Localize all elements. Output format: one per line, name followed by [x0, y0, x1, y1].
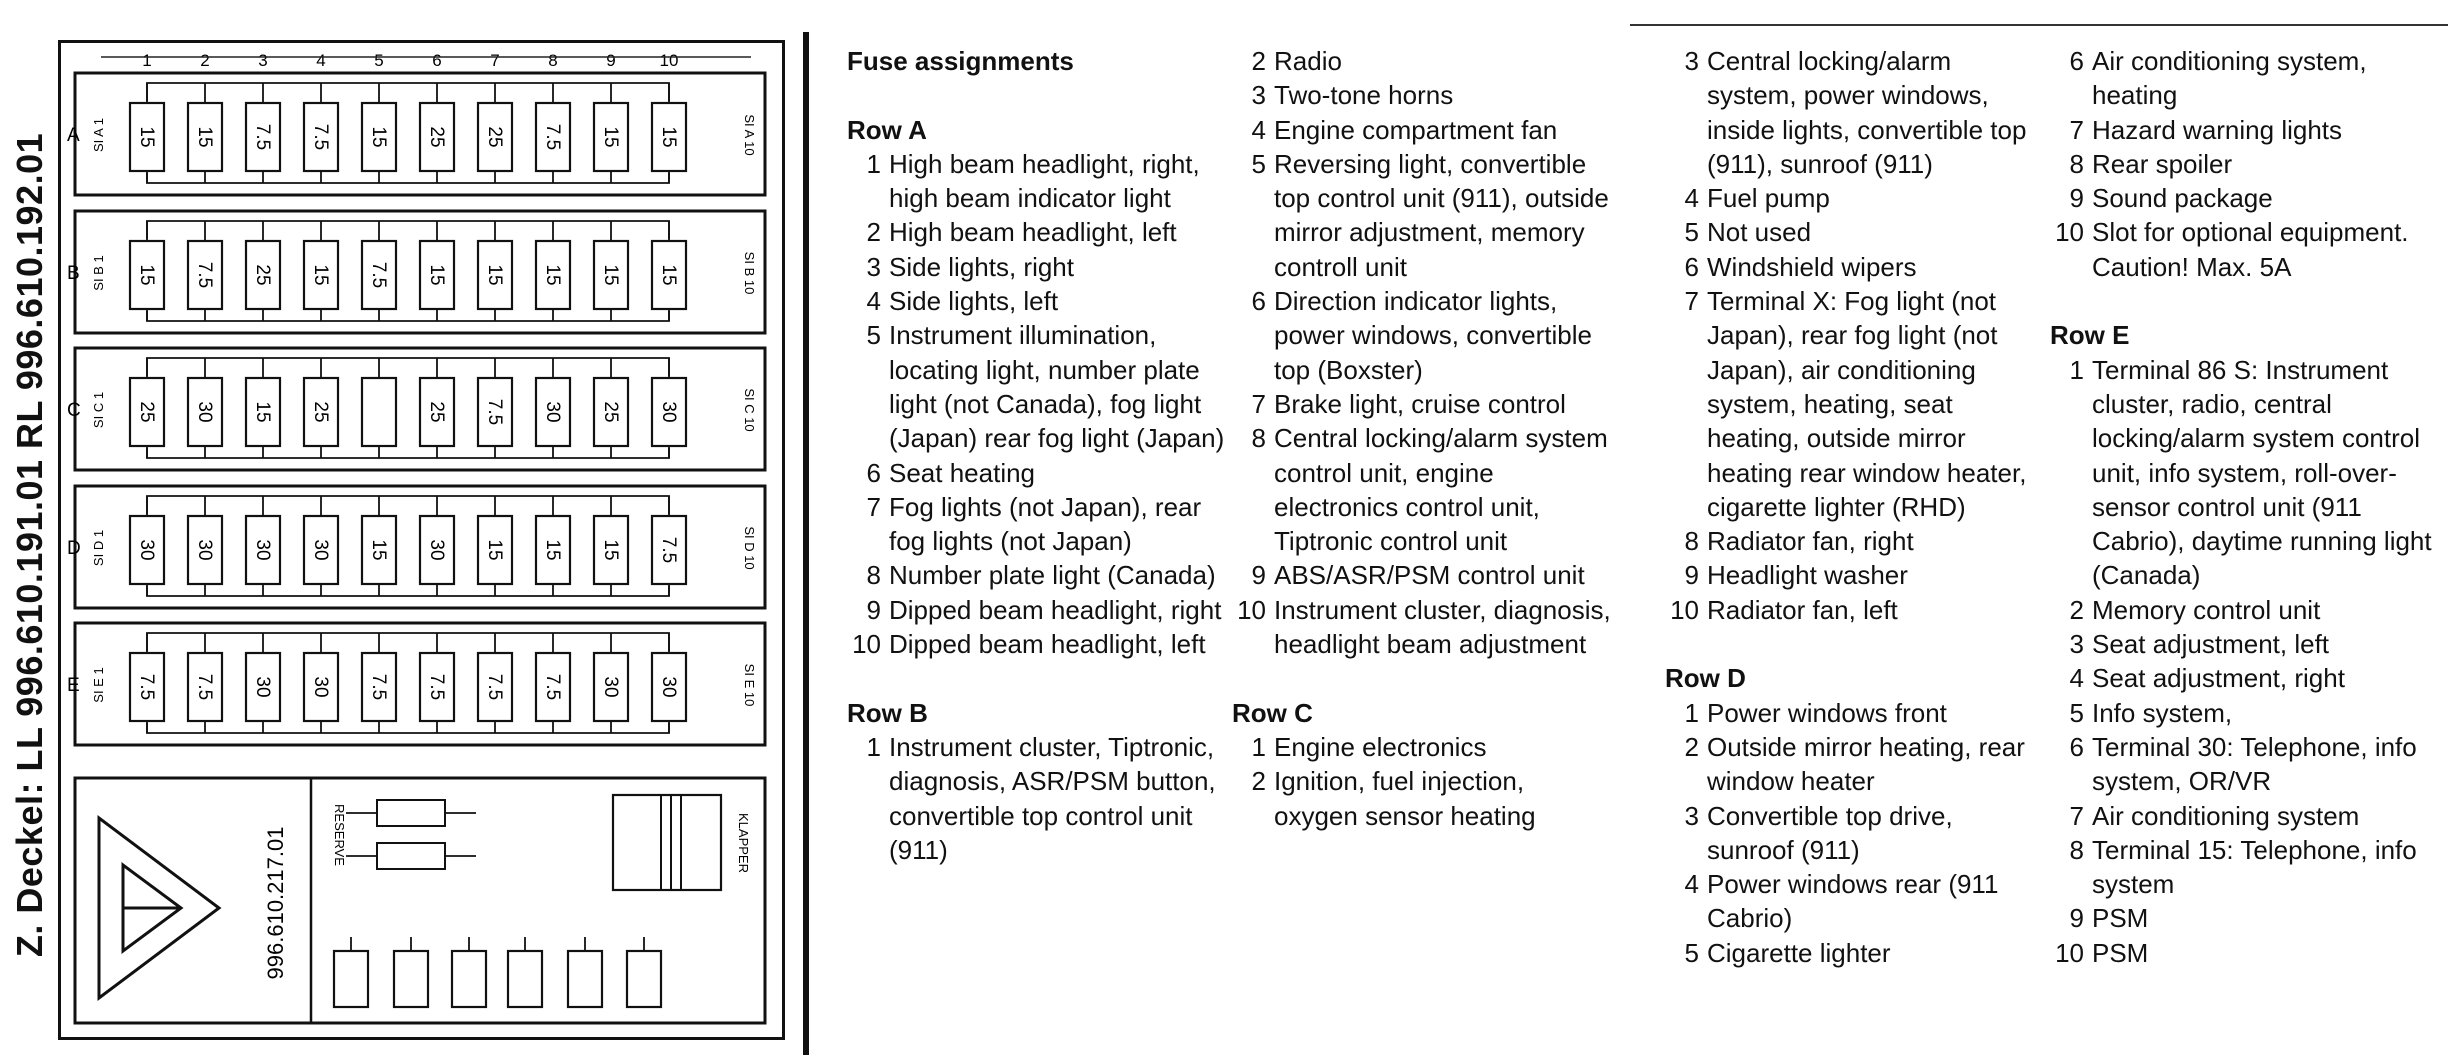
legend-item-number: 5	[2069, 697, 2084, 728]
legend-item	[1232, 764, 1612, 833]
legend-item	[847, 730, 1227, 867]
legend-item-number: 10	[1670, 594, 1699, 625]
legend-item	[1665, 799, 2045, 868]
reserve-slot	[568, 951, 602, 1007]
legend-item-number: 5	[1251, 148, 1266, 179]
top-rule	[1630, 24, 2448, 26]
legend-item-text: ABS/ASR/PSM control unit	[1274, 560, 1585, 591]
fuse-rating: 25	[426, 401, 447, 423]
legend-item	[847, 250, 1227, 284]
legend-item	[847, 456, 1227, 490]
legend-item-number: 7	[1684, 286, 1699, 317]
bus-bar-top	[147, 221, 669, 239]
legend-item	[1232, 730, 1612, 764]
legend-item-number: 10	[852, 629, 881, 660]
fuse-rating: 25	[600, 401, 621, 423]
bus-bar-top	[147, 496, 669, 514]
row-c-list-part-2	[1665, 44, 2045, 627]
legend-item-text: PSM	[2092, 903, 2149, 934]
row-e-heading: Row E	[2050, 320, 2130, 351]
legend-column-3	[1665, 44, 2045, 970]
reserve-slot	[452, 951, 486, 1007]
legend-item-number: 10	[1237, 594, 1266, 625]
legend-item	[2050, 833, 2448, 902]
column-number: 7	[490, 51, 500, 70]
fuse-rating: 30	[194, 539, 215, 561]
legend-item	[1232, 147, 1612, 284]
legend-item-text: Hazard warning lights	[2092, 114, 2343, 145]
fuse-rating: 25	[484, 126, 505, 148]
legend-item-text: Windshield wipers	[1707, 251, 1917, 282]
legend-item-text: Fog lights (not Japan), rear fog lights (not Japan)	[889, 491, 1202, 557]
klapper-label: KLAPPER	[736, 813, 751, 873]
legend-item-number: 4	[1251, 114, 1266, 145]
legend-item-text: Slot for optional equipment. Caution! Max. 5A	[2092, 217, 2409, 282]
fuse-rating: 15	[600, 264, 621, 286]
legend-item	[1665, 215, 2045, 249]
legend-item-number: 2	[866, 217, 881, 248]
legend-item	[2050, 901, 2448, 935]
legend-item-number: 9	[1684, 560, 1699, 591]
legend-item-number: 2	[2069, 594, 2084, 625]
column-number: 3	[258, 51, 268, 70]
legend-item	[2050, 936, 2448, 970]
legend-item-number: 3	[1251, 80, 1266, 111]
row-c-heading: Row C	[1232, 697, 1313, 728]
legend-item-number: 4	[2069, 663, 2084, 694]
legend-item	[1665, 44, 2045, 181]
legend-item-number: 8	[2069, 834, 2084, 865]
legend-item	[1232, 113, 1612, 147]
legend-item	[2050, 44, 2448, 113]
legend-item-number: 3	[1684, 46, 1699, 76]
reserve-slot	[627, 951, 661, 1007]
legend-item-text: Radio	[1274, 46, 1342, 76]
legend-item-number: 6	[866, 457, 881, 488]
legend-item-text: Central locking/alarm system control unit, engine electronics control unit, Tiptronic control unit	[1274, 423, 1608, 557]
row-b-heading: Row B	[847, 697, 928, 728]
fuse-rating: 30	[542, 401, 563, 423]
legend-item	[1232, 387, 1612, 421]
fuse-rating: 15	[310, 264, 331, 286]
legend-item-text: Instrument illumination, locating light, number plate light (not Canada), fog light (Japan) rear fog light (Japan)	[889, 320, 1225, 454]
legend-item	[1232, 44, 1612, 78]
legend-item-text: Power windows rear (911 Cabrio)	[1707, 869, 1999, 934]
legend-item	[847, 215, 1227, 249]
legend-item	[2050, 799, 2448, 833]
legend-item-number: 7	[866, 491, 881, 522]
legend-item-number: 5	[1684, 937, 1699, 968]
fuse-rating: 7.5	[542, 123, 563, 151]
bus-bar-bottom	[147, 586, 669, 596]
fuse-rating: 7.5	[426, 673, 447, 701]
fuse-rating: 7.5	[368, 261, 389, 289]
bus-bar-top	[147, 358, 669, 376]
legend-item-number: 8	[1684, 526, 1699, 557]
column-number: 10	[659, 51, 679, 70]
legend-item-number: 1	[1684, 697, 1699, 728]
fuse-rating: 7.5	[658, 536, 679, 564]
fuse-rating: 25	[252, 264, 273, 286]
fuse-box-diagram	[58, 40, 785, 1040]
relay-block	[613, 795, 721, 890]
bus-bar-bottom	[147, 448, 669, 458]
legend-item	[847, 318, 1227, 455]
legend-item-text: Dipped beam headlight, left	[889, 629, 1206, 660]
fuse-rating: 30	[252, 539, 273, 561]
row-letter: E	[67, 675, 80, 696]
row-c-list-part-1	[1232, 730, 1612, 833]
legend-item-number: 10	[2055, 217, 2084, 248]
row-letter: D	[67, 538, 81, 559]
legend-item-text: Rear spoiler	[2092, 148, 2233, 179]
legend-item-text: Reversing light, convertible top control unit (911), outside mirror adjustment, memory controll unit	[1274, 148, 1609, 282]
legend-item	[2050, 215, 2448, 284]
fuse-rating: 30	[658, 401, 679, 423]
row-b-list-part-2	[1232, 44, 1612, 661]
fuse-rating: 7.5	[542, 673, 563, 701]
row-d-list-part-2	[2050, 44, 2448, 284]
column-number: 6	[432, 51, 442, 70]
row-a-list	[847, 147, 1227, 661]
fuse-box-svg	[61, 43, 782, 1037]
legend-item-text: Headlight washer	[1707, 560, 1908, 591]
legend-item-number: 9	[866, 594, 881, 625]
legend-item-text: Convertible top drive, sunroof (911)	[1707, 800, 1953, 865]
reserve-label: RESERVE	[332, 804, 347, 866]
legend-item-text: Power windows front	[1707, 697, 1947, 728]
fuse-rating: 30	[310, 676, 331, 698]
row-end-label: SI D 10	[742, 526, 757, 570]
legend-item-number: 10	[2055, 937, 2084, 968]
column-number: 2	[200, 51, 210, 70]
row-d-list-part-1	[1665, 696, 2045, 970]
fuse-rating: 15	[136, 264, 157, 286]
fuse-rating: 30	[252, 676, 273, 698]
fuse-rating: 25	[310, 401, 331, 423]
fuse-rating: 30	[194, 401, 215, 423]
legend-item-text: Two-tone horns	[1274, 80, 1454, 111]
legend-item	[1232, 558, 1612, 592]
legend-item-text: Seat heating	[889, 457, 1036, 488]
column-number: 5	[374, 51, 384, 70]
legend-item-number: 3	[1684, 800, 1699, 831]
legend-item-text: Memory control unit	[2092, 594, 2321, 625]
fuse-rating: 15	[542, 264, 563, 286]
legend-item-number: 1	[866, 148, 881, 179]
legend-item	[2050, 593, 2448, 627]
legend-item	[1665, 558, 2045, 592]
legend-item-text: Terminal 30: Telephone, info system, OR/VR	[2092, 731, 2417, 797]
legend-item-text: Terminal 86 S: Instrument cluster, radio, central locking/alarm system control unit, info system, roll-over-sensor control unit (911 Cabrio), daytime running light (Canada)	[2092, 354, 2432, 591]
row-start-label: SI E 1	[91, 667, 106, 703]
bus-bar-top	[147, 633, 669, 651]
legend-column-2	[1232, 44, 1612, 833]
legend-item-text: High beam headlight, right, high beam indicator light	[889, 148, 1200, 214]
spare-fuse	[377, 800, 445, 826]
legend-item	[2050, 730, 2448, 799]
legend-item-number: 2	[1684, 731, 1699, 762]
column-number: 9	[606, 51, 616, 70]
fuse-rating: 15	[658, 264, 679, 286]
fuse-rating: 30	[426, 539, 447, 561]
legend-item	[1665, 284, 2045, 524]
fuse-rating: 7.5	[310, 123, 331, 151]
legend-item	[2050, 353, 2448, 593]
legend-item-text: Terminal X: Fog light (not Japan), rear fog light (not Japan), air conditioning system, heating, seat heating, outside mirror heating rear window heater, cigarette lighter (RHD)	[1707, 286, 2027, 522]
legend-item-number: 8	[1251, 423, 1266, 454]
column-number: 4	[316, 51, 326, 70]
legend-item-number: 1	[1251, 731, 1266, 762]
bus-bar-bottom	[147, 311, 669, 321]
legend-item	[1665, 524, 2045, 558]
bus-bar-top	[147, 83, 669, 101]
legend-item-number: 7	[2069, 800, 2084, 831]
legend-item-text: Engine electronics	[1274, 731, 1487, 762]
legend-item-number: 4	[866, 286, 881, 317]
legend-item-text: Sound package	[2092, 183, 2273, 214]
legend-item-number: 6	[1251, 286, 1266, 317]
legend-item-number: 1	[866, 731, 881, 762]
legend-item	[2050, 627, 2448, 661]
legend-item	[847, 147, 1227, 216]
legend-column-1	[847, 44, 1227, 867]
legend-item-text: Outside mirror heating, rear window heater	[1707, 731, 2025, 797]
row-d-heading: Row D	[1665, 663, 1746, 694]
legend-item	[847, 558, 1227, 592]
sidebar-caption	[0, 40, 60, 1050]
legend-item	[847, 593, 1227, 627]
legend-item-text: Number plate light (Canada)	[889, 560, 1216, 591]
legend-item	[1665, 730, 2045, 799]
fuse-rating: 15	[368, 126, 389, 148]
legend-item-number: 3	[866, 251, 881, 282]
fuse-rating: 15	[600, 126, 621, 148]
fuse-rating: 25	[426, 126, 447, 148]
row-letter: B	[67, 263, 80, 284]
legend-item-number: 3	[2069, 629, 2084, 660]
reserve-slot	[334, 951, 368, 1007]
row-letter: A	[67, 125, 80, 146]
bus-bar-bottom	[147, 173, 669, 183]
row-letter: C	[67, 400, 81, 421]
row-start-label: SI A 1	[91, 118, 106, 152]
legend-item-number: 2	[1251, 46, 1266, 76]
legend-item-text: Info system,	[2092, 697, 2233, 728]
fuse-rating: 30	[310, 539, 331, 561]
legend-item-number: 5	[1684, 217, 1699, 248]
legend-item-text: Side lights, left	[889, 286, 1059, 317]
fuse-rating: 30	[658, 676, 679, 698]
legend-item-number: 6	[2069, 731, 2084, 762]
legend-item-number: 8	[2069, 148, 2084, 179]
legend-item-text: Brake light, cruise control	[1274, 388, 1566, 419]
spare-fuse	[377, 843, 445, 869]
row-end-label: SI A 10	[742, 114, 757, 156]
legend-item-text: Radiator fan, right	[1707, 526, 1914, 557]
fuse-rating: 15	[136, 126, 157, 148]
part-numbers-text: Z. Deckel: LL 996.610.191.01 RL 996.610.192.01	[9, 132, 50, 958]
legend-item-text: Engine compartment fan	[1274, 114, 1558, 145]
fuse-rating: 7.5	[252, 123, 273, 151]
fuse-rating: 7.5	[194, 261, 215, 289]
legend-item-text: Direction indicator lights, power windows, convertible top (Boxster)	[1274, 286, 1592, 385]
fuse-rating: 15	[368, 539, 389, 561]
column-number: 8	[548, 51, 558, 70]
legend-item-number: 1	[2069, 354, 2084, 385]
legend-item	[847, 490, 1227, 559]
legend-item-number: 9	[1251, 560, 1266, 591]
legend-item-text: Seat adjustment, right	[2092, 663, 2345, 694]
fuse	[362, 378, 396, 446]
legend-item	[1232, 78, 1612, 112]
legend-item-text: Air conditioning system	[2092, 800, 2360, 831]
legend-item	[1665, 181, 2045, 215]
fuse-rating: 15	[426, 264, 447, 286]
row-e-list	[2050, 353, 2448, 970]
legend-item-number: 8	[866, 560, 881, 591]
fuse-rating: 7.5	[368, 673, 389, 701]
legend-title: Fuse assignments	[847, 46, 1074, 76]
legend-item-text: Central locking/alarm system, power windows, inside lights, convertible top (911), sunroof (911)	[1707, 46, 2027, 179]
row-start-label: SI D 1	[91, 529, 106, 567]
legend-item-number: 6	[2069, 46, 2084, 76]
legend-item	[1665, 936, 2045, 970]
legend-column-4	[2050, 44, 2448, 970]
legend-item-number: 4	[1684, 183, 1699, 214]
legend-item	[1232, 284, 1612, 387]
legend-item-text: Ignition, fuel injection, oxygen sensor heating	[1274, 766, 1536, 831]
legend-item-number: 9	[2069, 183, 2084, 214]
row-a-heading: Row A	[847, 114, 927, 145]
legend-item-text: Radiator fan, left	[1707, 594, 1898, 625]
legend-item-number: 7	[2069, 114, 2084, 145]
fuse-rating: 7.5	[136, 673, 157, 701]
row-end-label: SI E 10	[742, 663, 757, 707]
legend-item	[2050, 696, 2448, 730]
legend-item-text: Not used	[1707, 217, 1812, 248]
row-start-label: SI B 1	[91, 255, 106, 291]
fuse-rating: 7.5	[484, 673, 505, 701]
legend-item-text: Instrument cluster, Tiptronic, diagnosis, ASR/PSM button, convertible top control unit (911)	[889, 731, 1216, 865]
legend-item	[1665, 867, 2045, 936]
legend-item-number: 6	[1684, 251, 1699, 282]
fuse-rating: 15	[542, 539, 563, 561]
legend-item-text: Air conditioning system, heating	[2092, 46, 2367, 111]
legend-item	[2050, 181, 2448, 215]
legend-item-text: Seat adjustment, left	[2092, 629, 2330, 660]
fuse-rating: 30	[600, 676, 621, 698]
legend-item	[2050, 113, 2448, 147]
fuse-rating: 15	[194, 126, 215, 148]
divider-line	[803, 32, 809, 1055]
fuse-rating: 30	[136, 539, 157, 561]
legend-item-text: PSM	[2092, 937, 2149, 968]
legend-item-text: High beam headlight, left	[889, 217, 1177, 248]
legend-item-text: Side lights, right	[889, 251, 1074, 282]
row-end-label: SI B 10	[742, 251, 757, 295]
legend-item	[1232, 421, 1612, 558]
legend-item-number: 4	[1684, 869, 1699, 900]
legend-item-text: Fuel pump	[1707, 183, 1830, 214]
row-start-label: SI C 1	[91, 391, 106, 429]
legend-item	[2050, 661, 2448, 695]
part-number: 996.610.217.01	[263, 826, 288, 980]
legend-item-number: 7	[1251, 388, 1266, 419]
legend-item-text: Cigarette lighter	[1707, 937, 1891, 968]
fuse-rating: 7.5	[194, 673, 215, 701]
fuse-rating: 15	[252, 401, 273, 423]
legend-item	[2050, 147, 2448, 181]
reserve-slot	[394, 951, 428, 1007]
legend-item	[1665, 593, 2045, 627]
fuse-rating: 15	[484, 539, 505, 561]
row-b-list-part-1	[847, 730, 1227, 867]
legend-item-text: Dipped beam headlight, right	[889, 594, 1222, 625]
legend-item	[847, 284, 1227, 318]
legend-item-number: 5	[866, 320, 881, 351]
fuse-rating: 15	[600, 539, 621, 561]
legend-item	[1232, 593, 1612, 662]
fuse-rating: 15	[484, 264, 505, 286]
column-number: 1	[142, 51, 152, 70]
legend-item	[1665, 696, 2045, 730]
legend-item-text: Terminal 15: Telephone, info system	[2092, 834, 2417, 900]
bus-bar-bottom	[147, 723, 669, 733]
fuse-rating: 15	[658, 126, 679, 148]
reserve-slot	[508, 951, 542, 1007]
legend-item-text: Instrument cluster, diagnosis, headlight beam adjustment	[1274, 594, 1611, 660]
row-end-label: SI C 10	[742, 388, 757, 432]
fuse-rating: 25	[136, 401, 157, 423]
legend-item-number: 2	[1251, 766, 1266, 797]
fuse-rating: 7.5	[484, 398, 505, 426]
legend-item	[1665, 250, 2045, 284]
legend-item-number: 9	[2069, 903, 2084, 934]
legend-item	[847, 627, 1227, 661]
